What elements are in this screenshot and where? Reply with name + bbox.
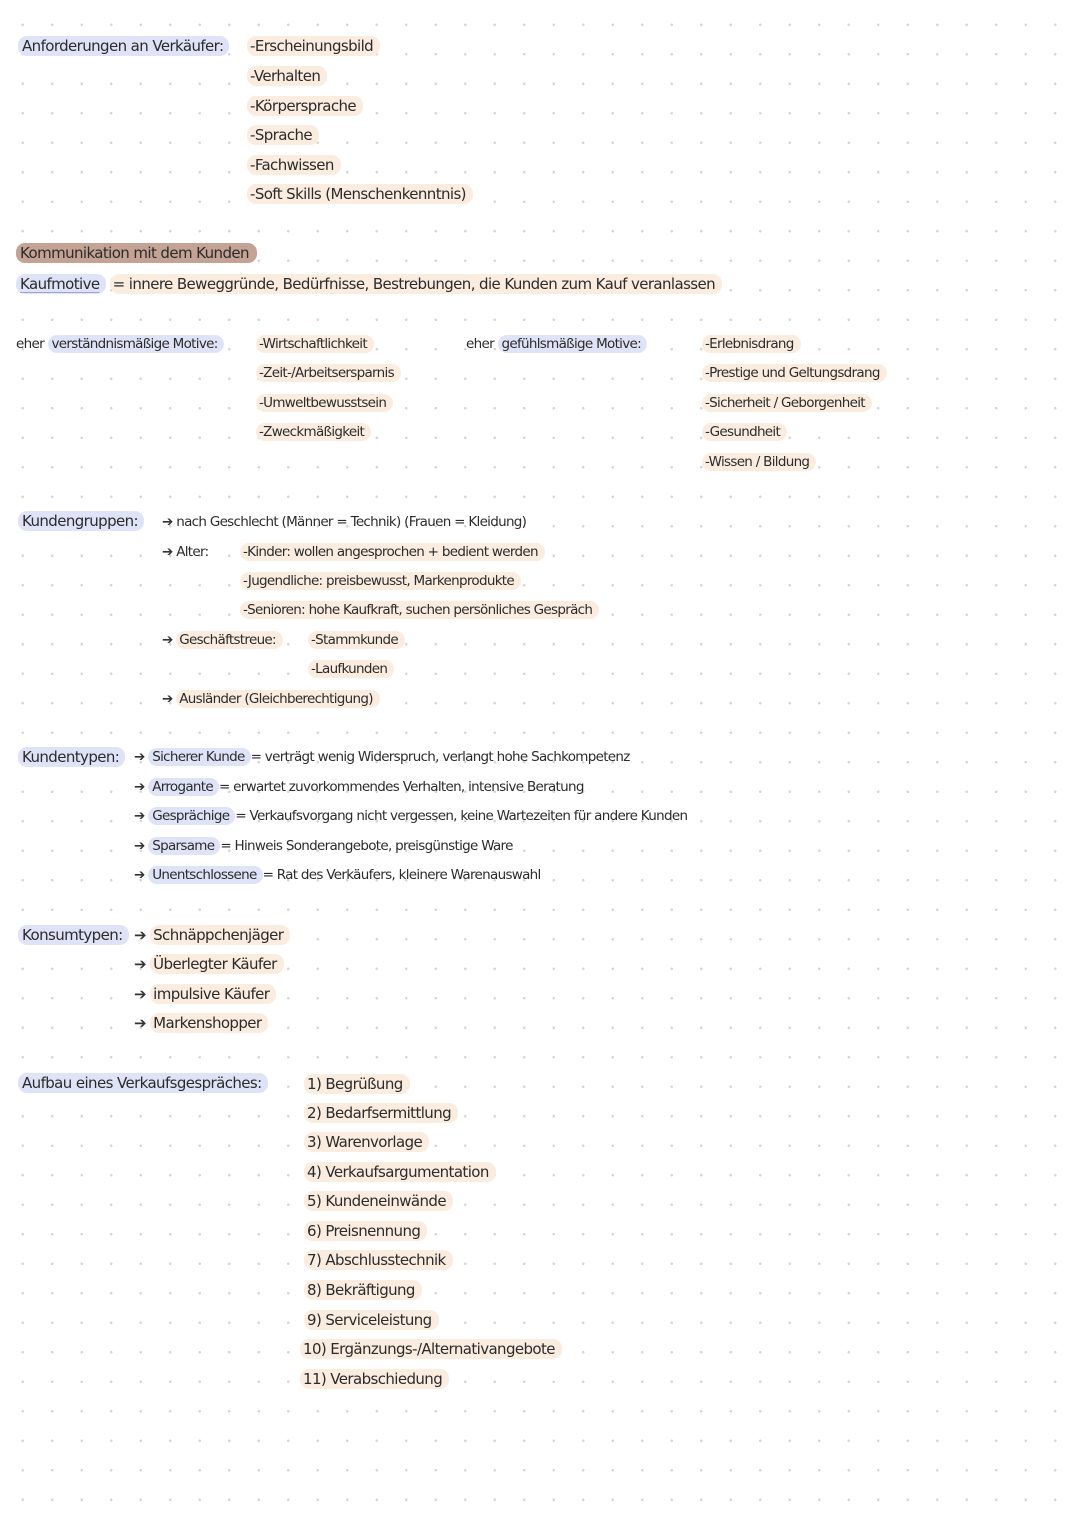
sales-step: 2) Bedarfsermittlung: [304, 1103, 458, 1123]
rational-motive-item: -Zweckmäßigkeit: [256, 422, 371, 442]
age-item: -Kinder: wollen angesprochen + bedient werden: [240, 542, 545, 562]
sales-step: 7) Abschlusstechnik: [304, 1250, 453, 1270]
loyalty-item: -Stammkunde: [308, 630, 405, 650]
arrow-icon: ➔: [134, 749, 145, 765]
customer-group-foreigners: ➔ Ausländer (Gleichberechtigung): [162, 689, 380, 709]
consumer-type-item: ➔ Markenshopper: [134, 1013, 268, 1033]
requirement-item: -Soft Skills (Menschenkenntnis): [247, 184, 473, 204]
sales-step: 6) Preisnennung: [304, 1221, 427, 1241]
requirement-item: -Sprache: [247, 125, 319, 145]
age-item: -Jugendliche: preisbewusst, Markenprodukte: [240, 571, 521, 591]
customer-group-gender: ➔ nach Geschlecht (Männer = Technik) (Frauen = Kleidung): [162, 514, 527, 530]
arrow-icon: ➔: [134, 867, 145, 883]
arrow-icon: ➔: [134, 985, 146, 1003]
emotional-motives-label: eher gefühlsmäßige Motive:: [466, 334, 647, 354]
sales-step: 3) Warenvorlage: [304, 1132, 429, 1152]
requirements-heading: Anforderungen an Verkäufer:: [18, 36, 229, 56]
customer-type-item: ➔ Unentschlossene = Rat des Verkäufers, kleinere Warenauswahl: [134, 867, 541, 883]
consumer-type-item: ➔ Überlegter Käufer: [134, 954, 284, 974]
emotional-motive-item: -Erlebnisdrang: [702, 334, 801, 354]
loyalty-item: -Laufkunden: [308, 659, 394, 679]
rational-motive-item: -Umweltbewusstsein: [256, 393, 393, 413]
emotional-motive-item: -Prestige und Geltungsdrang: [702, 363, 887, 383]
sales-step: 10) Ergänzungs-/Alternativangebote: [300, 1339, 562, 1359]
consumer-type-item: ➔ impulsive Käufer: [134, 984, 276, 1004]
arrow-icon: ➔: [134, 808, 145, 824]
requirement-item: -Erscheinungsbild: [247, 36, 380, 56]
sales-step: 5) Kundeneinwände: [304, 1191, 453, 1211]
arrow-icon: ➔: [134, 1014, 146, 1032]
customer-type-item: ➔ Sicherer Kunde = verträgt wenig Widerspruch, verlangt hohe Sachkompetenz: [134, 749, 630, 765]
rational-motive-item: -Zeit-/Arbeitsersparnis: [256, 363, 401, 383]
consumer-type-item: ➔ Schnäppchenjäger: [134, 925, 290, 945]
customer-type-item: ➔ Gesprächige = Verkaufsvorgang nicht vergessen, keine Wartezeiten für andere Kunden: [134, 808, 688, 824]
emotional-motive-item: -Sicherheit / Geborgenheit: [702, 393, 872, 413]
rational-motive-item: -Wirtschaftlichkeit: [256, 334, 374, 354]
arrow-icon: ➔: [162, 544, 173, 560]
sales-talk-heading: Aufbau eines Verkaufsgespräches:: [18, 1073, 268, 1093]
consumer-types-heading: Konsumtypen:: [18, 925, 129, 945]
customer-type-item: ➔ Arrogante = erwartet zuvorkommendes Verhalten, intensive Beratung: [134, 779, 584, 795]
customer-type-item: ➔ Sparsame = Hinweis Sonderangebote, preisgünstige Ware: [134, 838, 513, 854]
customer-group-age-label: ➔ Alter:: [162, 544, 209, 560]
sales-step: 9) Serviceleistung: [304, 1310, 439, 1330]
kaufmotive-label: Kaufmotive: [16, 274, 106, 294]
sales-step: 1) Begrüßung: [304, 1074, 410, 1094]
emotional-motive-item: -Wissen / Bildung: [702, 452, 816, 472]
arrow-icon: ➔: [134, 955, 146, 973]
communication-title: Kommunikation mit dem Kunden: [16, 243, 257, 263]
sales-step: 4) Verkaufsargumentation: [304, 1162, 496, 1182]
arrow-icon: ➔: [162, 691, 173, 707]
customer-group-loyalty-label: ➔ Geschäftstreue:: [162, 630, 283, 650]
customer-types-heading: Kundentypen:: [18, 747, 125, 767]
arrow-icon: ➔: [162, 514, 173, 530]
arrow-icon: ➔: [134, 779, 145, 795]
kaufmotive-definition: Kaufmotive = innere Beweggründe, Bedürfnisse, Bestrebungen, die Kunden zum Kauf veranlassen: [16, 274, 722, 294]
emotional-motive-item: -Gesundheit: [702, 422, 787, 442]
rational-motives-label: eher verständnismäßige Motive:: [16, 334, 224, 354]
arrow-icon: ➔: [162, 632, 173, 648]
requirement-item: -Verhalten: [247, 66, 327, 86]
age-item: -Senioren: hohe Kaufkraft, suchen persönliches Gespräch: [240, 600, 599, 620]
sales-step: 11) Verabschiedung: [300, 1369, 449, 1389]
customer-groups-heading: Kundengruppen:: [18, 511, 144, 531]
requirement-item: -Fachwissen: [247, 155, 341, 175]
arrow-icon: ➔: [134, 838, 145, 854]
sales-step: 8) Bekräftigung: [304, 1280, 422, 1300]
requirement-item: -Körpersprache: [247, 96, 363, 116]
arrow-icon: ➔: [134, 926, 146, 944]
